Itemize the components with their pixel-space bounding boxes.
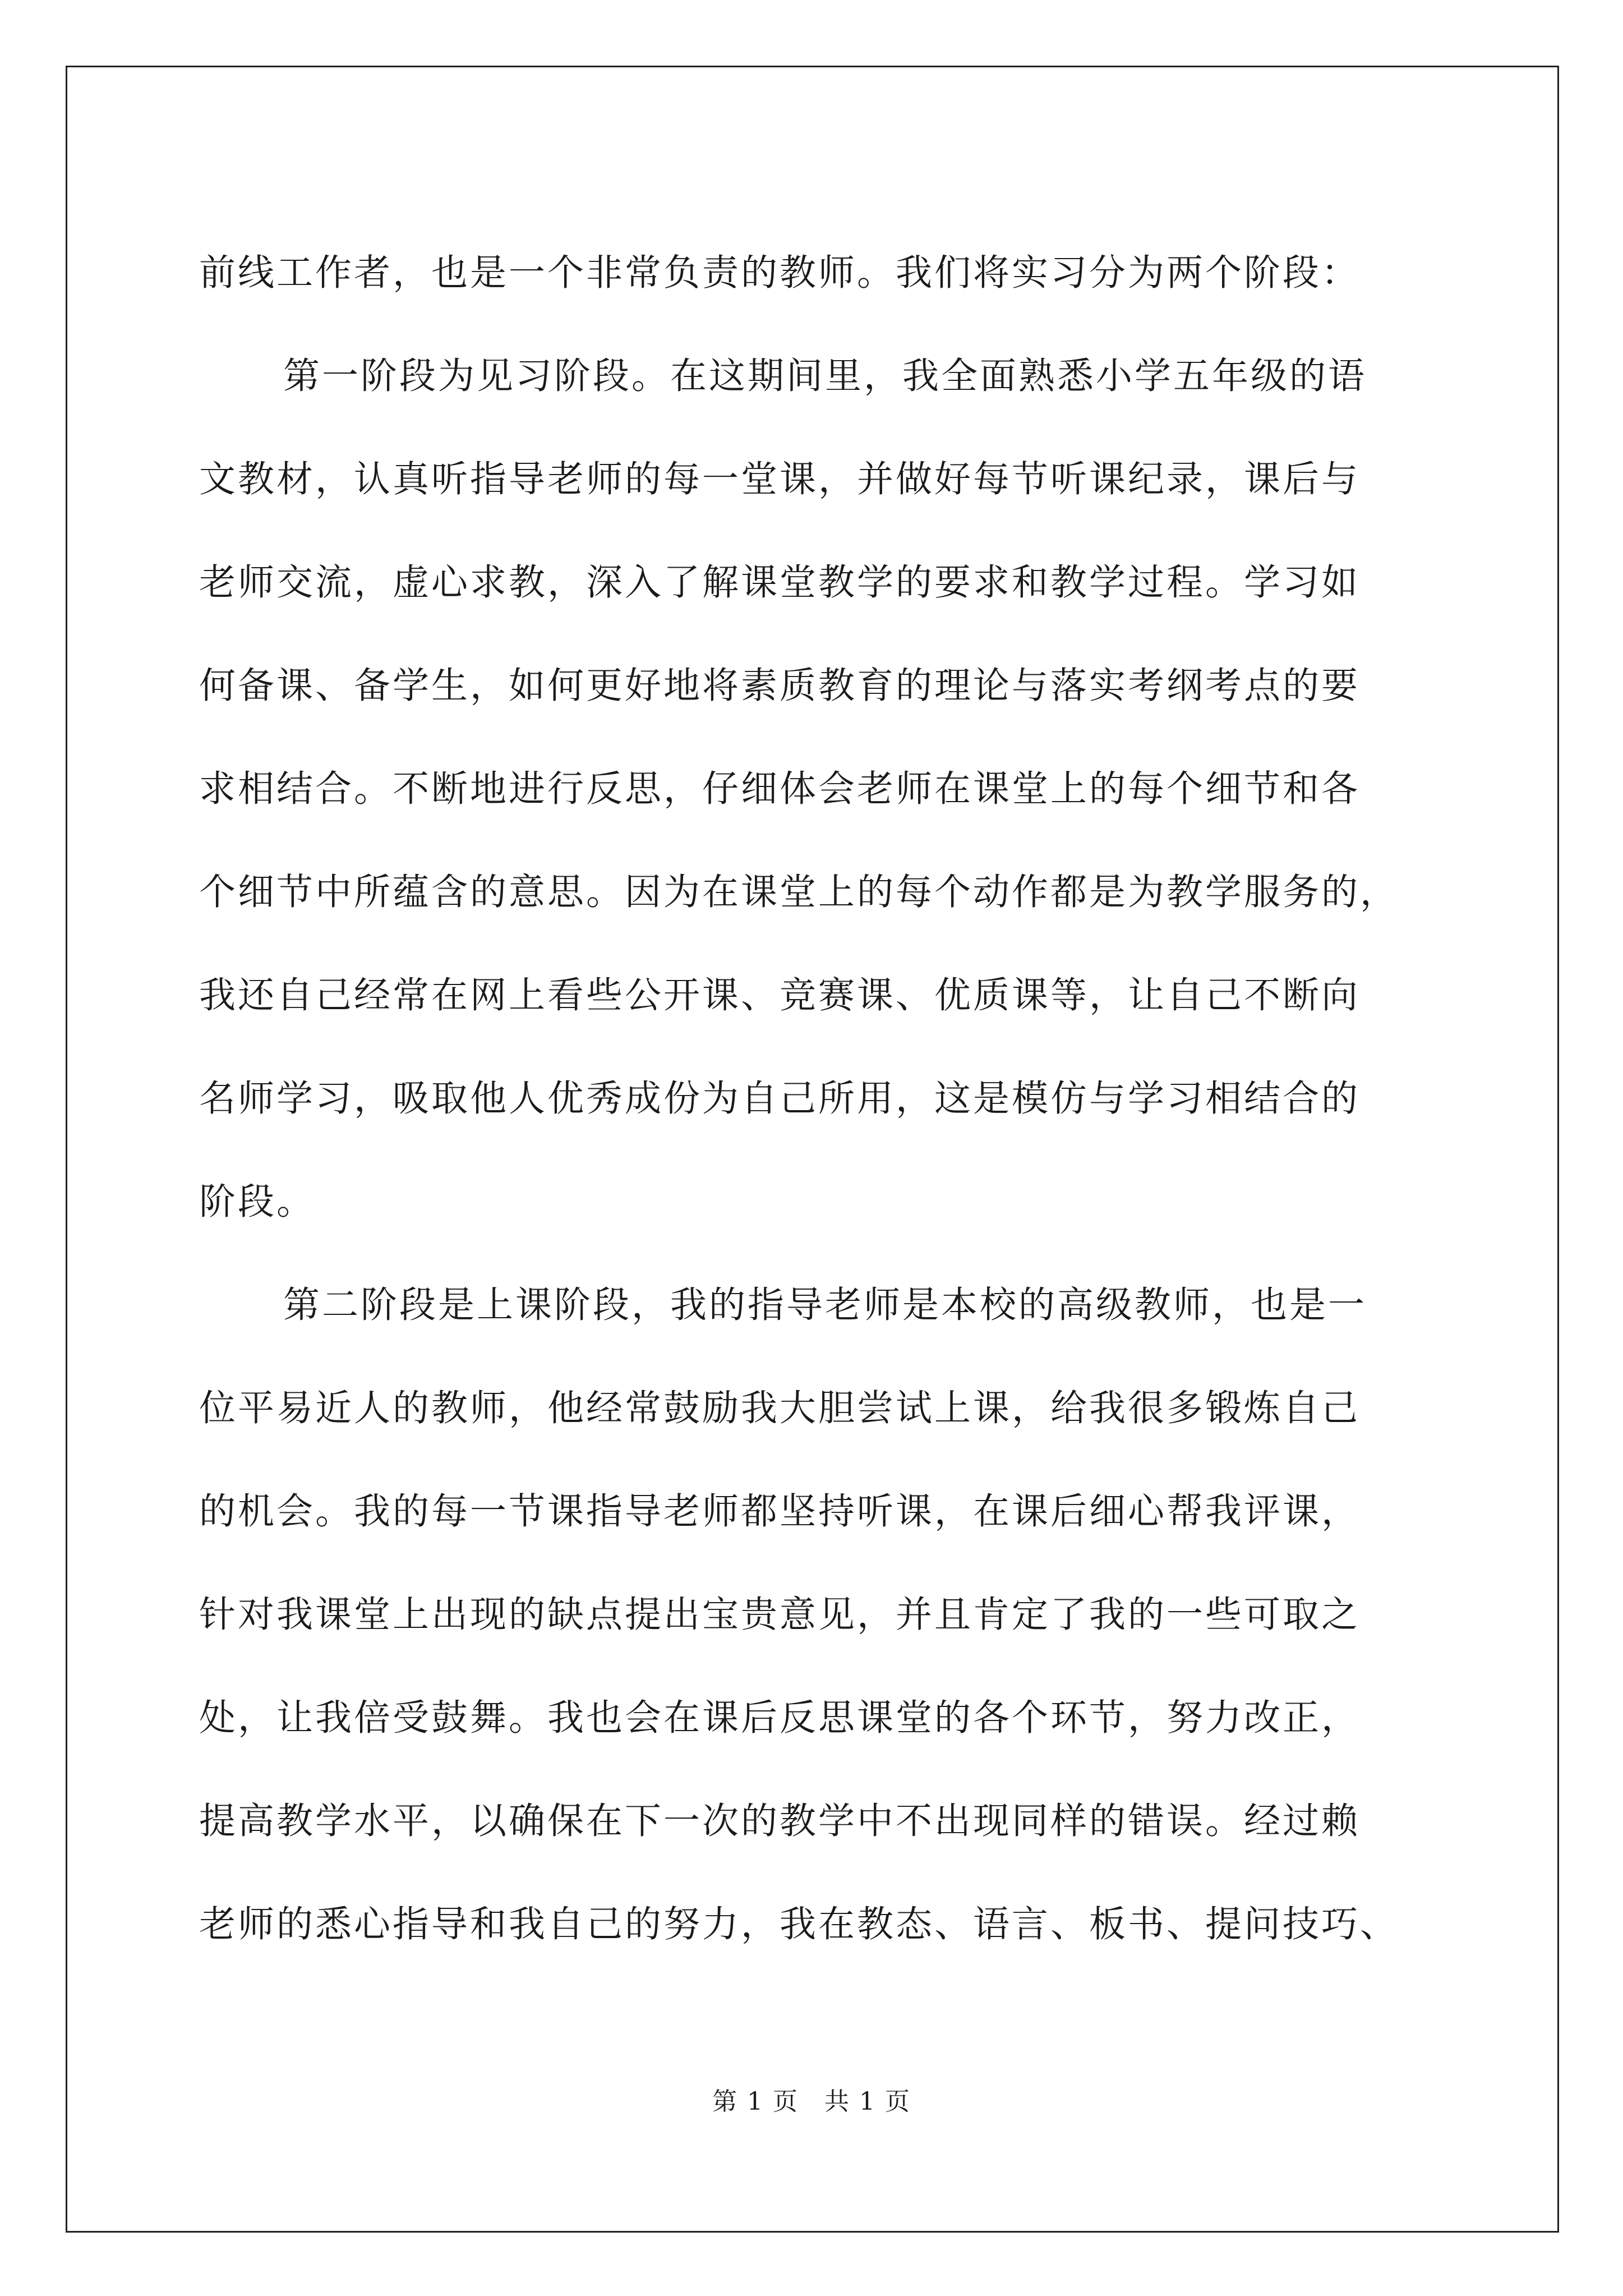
- text-line: 文教材，认真听指导老师的每一堂课，并做好每节听课纪录，课后与: [199, 458, 1361, 500]
- text-line: 处，让我倍受鼓舞。我也会在课后反思课堂的各个环节，努力改正，: [199, 1697, 1361, 1739]
- text-line: 针对我课堂上出现的缺点提出宝贵意见，并且肯定了我的一些可取之: [199, 1594, 1361, 1636]
- text-line: 位平易近人的教师，他经常鼓励我大胆尝试上课，给我很多锻炼自己: [199, 1387, 1361, 1429]
- text-line: 何备课、备学生，如何更好地将素质教育的理论与落实考纲考点的要: [199, 665, 1361, 707]
- text-line: 第二阶段是上课阶段，我的指导老师是本校的高级教师，也是一: [283, 1284, 1367, 1326]
- text-line: 个细节中所蕴含的意思。因为在课堂上的每个动作都是为教学服务的，: [199, 871, 1399, 913]
- text-line: 求相结合。不断地进行反思，仔细体会老师在课堂上的每个细节和各: [199, 768, 1361, 810]
- text-line: 老师的悉心指导和我自己的努力，我在教态、语言、板书、提问技巧、: [199, 1903, 1399, 1945]
- text-line: 我还自己经常在网上看些公开课、竞赛课、优质课等，让自己不断向: [199, 974, 1361, 1016]
- text-line: 阶段。: [199, 1181, 316, 1223]
- text-line: 老师交流，虚心求教，深入了解课堂教学的要求和教学过程。学习如: [199, 562, 1361, 604]
- text-line: 名师学习，吸取他人优秀成份为自己所用，这是模仿与学习相结合的: [199, 1078, 1361, 1120]
- page-number-footer: 第 1 页 共 1 页: [712, 2087, 911, 2116]
- text-line: 的机会。我的每一节课指导老师都坚持听课，在课后细心帮我评课，: [199, 1490, 1361, 1533]
- document-body: [199, 222, 1438, 1976]
- text-line: 前线工作者，也是一个非常负责的教师。我们将实习分为两个阶段：: [199, 252, 1361, 294]
- text-line: 第一阶段为见习阶段。在这期间里，我全面熟悉小学五年级的语: [283, 355, 1367, 397]
- text-line: 提高教学水平，以确保在下一次的教学中不出现同样的错误。经过赖: [199, 1800, 1361, 1842]
